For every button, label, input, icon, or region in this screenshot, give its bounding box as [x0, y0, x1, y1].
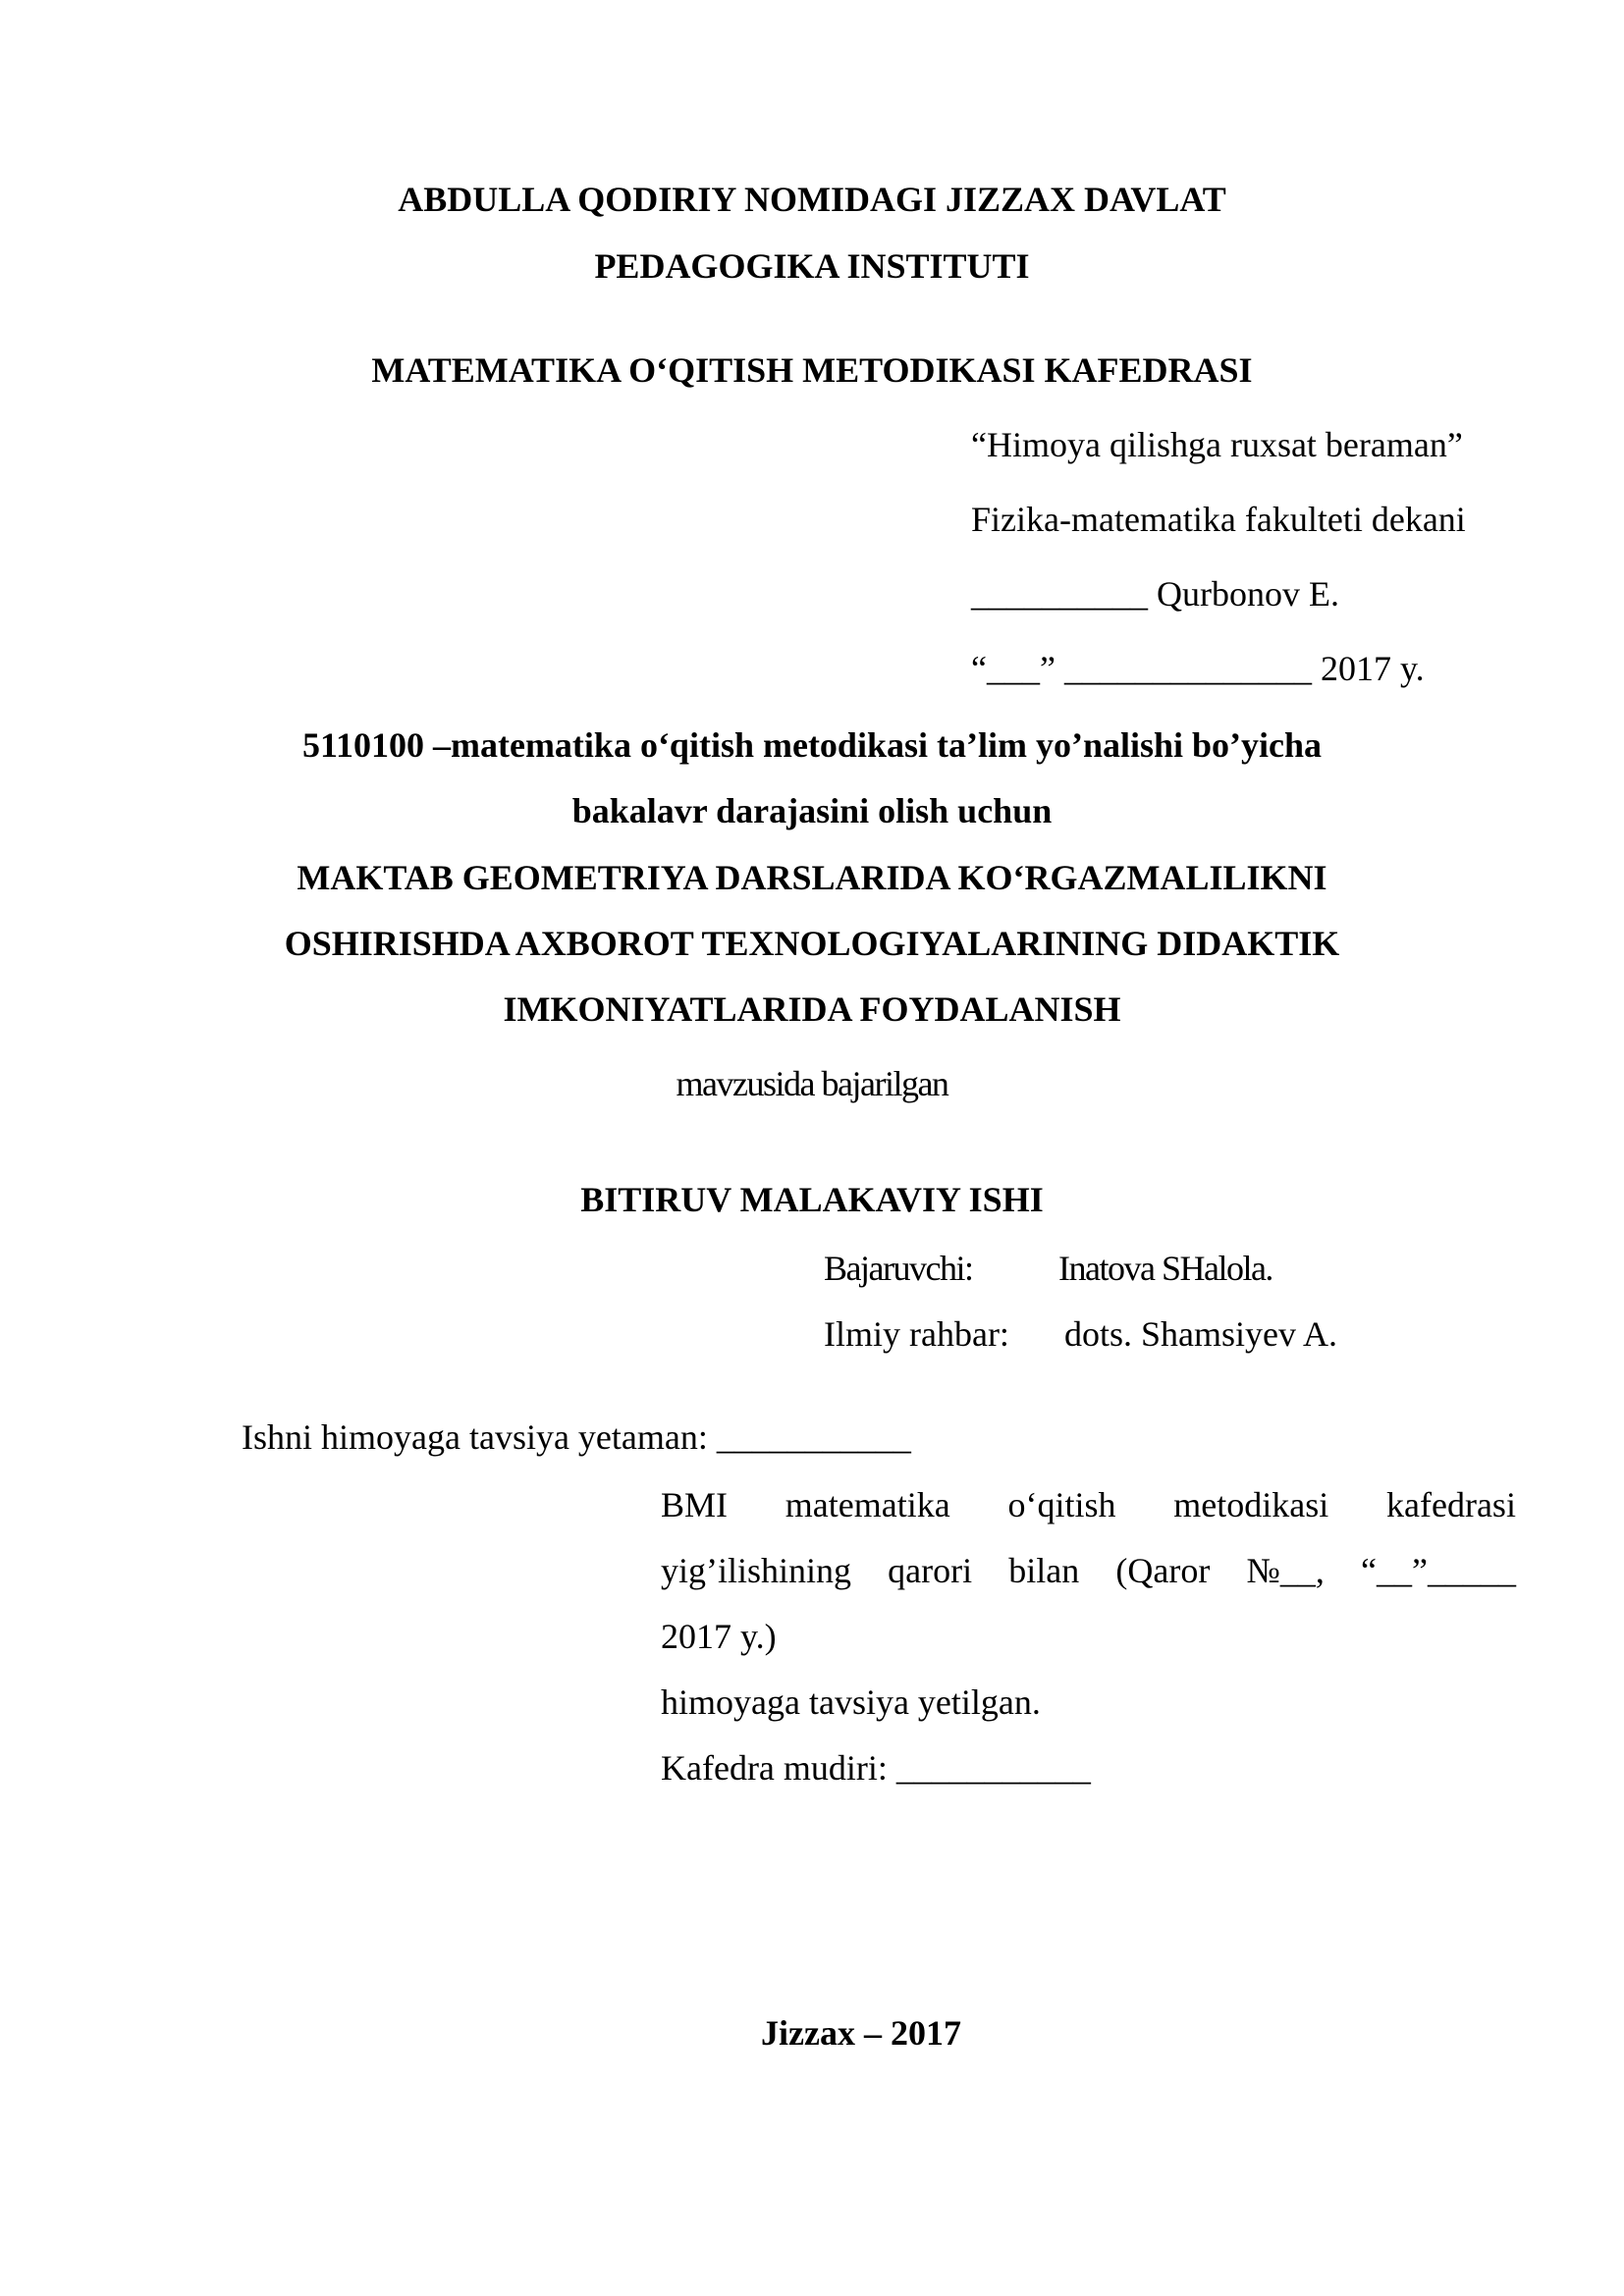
- word: №__,: [1246, 1551, 1325, 1590]
- topic-line-2: OSHIRISHDA AXBOROT TEXNOLOGIYALARINING DIDAKTIK: [284, 924, 1340, 963]
- program-line-2: bakalavr darajasini olish uchun: [571, 791, 1053, 830]
- approval-line-1: “Himoya qilishga ruxsat beraman”: [971, 425, 1463, 464]
- topic-line-1: MAKTAB GEOMETRIYA DARSLARIDA KO‘RGAZMALILIKNI: [297, 858, 1327, 897]
- recommendation-paragraph-line-1: [661, 1484, 1516, 1525]
- performer-name: Inatova SHalola.: [1058, 1249, 1272, 1288]
- word: “__”_____: [1360, 1551, 1516, 1590]
- word: BMI: [661, 1485, 729, 1524]
- word: o‘qitish: [1007, 1485, 1116, 1524]
- approval-signature-line: __________ Qurbonov E.: [971, 574, 1339, 614]
- word: bilan: [1008, 1551, 1080, 1590]
- institute-line-1: ABDULLA QODIRIY NOMIDAGI JIZZAX DAVLAT: [398, 180, 1226, 219]
- supervisor-label: Ilmiy rahbar:: [824, 1314, 1009, 1354]
- word: kafedrasi: [1386, 1485, 1516, 1524]
- approval-line-2: Fizika-matematika fakulteti dekani: [971, 500, 1466, 539]
- performer-label: Bajaruvchi:: [824, 1249, 973, 1288]
- word: qarori: [888, 1551, 973, 1590]
- word: yig’ilishining: [661, 1551, 852, 1590]
- recommendation-paragraph-line-2: [661, 1550, 1516, 1591]
- word: matematika: [785, 1485, 950, 1524]
- recommendation-paragraph-line-3: 2017 y.): [661, 1617, 777, 1656]
- footer-place-year: Jizzax – 2017: [761, 2013, 961, 2053]
- approval-date-line: “___” ______________ 2017 y.: [971, 649, 1425, 688]
- topic-line-3: IMKONIYATLARIDA FOYDALANISH: [503, 989, 1121, 1029]
- department-title: MATEMATIKA O‘QITISH METODIKASI KAFEDRASI: [371, 350, 1253, 390]
- word: (Qaror: [1115, 1551, 1211, 1590]
- program-line-1: 5110100 –matematika o‘qitish metodikasi ta’lim yo’nalishi bo’yicha: [301, 725, 1323, 765]
- supervisor-name: dots. Shamsiyev A.: [1064, 1314, 1338, 1354]
- recommendation-paragraph-line-4: himoyaga tavsiya yetilgan.: [661, 1682, 1041, 1722]
- work-type-title: BITIRUV MALAKAVIY ISHI: [580, 1180, 1044, 1219]
- word: metodikasi: [1173, 1485, 1329, 1524]
- recommendation-line: Ishni himoyaga tavsiya yetaman: ___________: [242, 1417, 911, 1457]
- institute-line-2: PEDAGOGIKA INSTITUTI: [594, 246, 1030, 286]
- department-head-signature-line: Kafedra mudiri: ___________: [661, 1748, 1091, 1788]
- topic-subtitle: mavzusida bajarilgan: [676, 1064, 948, 1103]
